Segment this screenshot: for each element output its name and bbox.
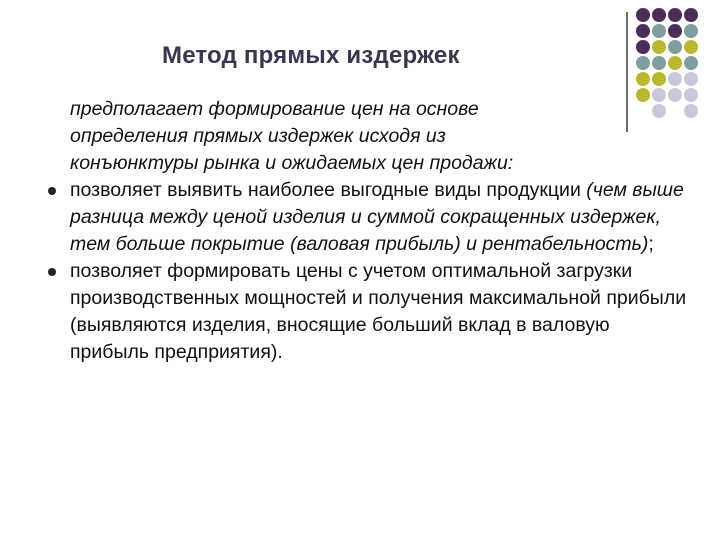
decorative-dot	[668, 24, 682, 38]
decorative-dot	[636, 56, 650, 70]
bullet-text-italic: (чем выше разница между ценой изделия и суммой сокращенных издержек, тем больше покрытие (валовая прибыль) и рентабельность)	[70, 179, 684, 255]
intro-text: предполагает формирование цен на основе определения прямых издержек исходя из конъюнктуры рынка и ожидаемых цен продажи:	[70, 98, 514, 174]
decorative-dot	[684, 72, 698, 86]
decorative-dot	[684, 8, 698, 22]
decorative-dot	[636, 40, 650, 54]
decorative-dot	[652, 40, 666, 54]
bullet-item	[70, 177, 690, 258]
bullet-text: позволяет формировать цены с учетом оптимальной загрузки производственных мощностей и получения максимальной прибыли (выявляются изделия, вносящие больший вклад в валовую прибыль предприятия).	[70, 260, 687, 363]
bullet-marker	[48, 187, 56, 195]
bullet-text: позволяет выявить наиболее выгодные виды продукции	[70, 179, 587, 201]
decorative-dot	[684, 56, 698, 70]
bullet-marker	[48, 268, 56, 276]
decorative-dot	[668, 56, 682, 70]
decorative-dot	[636, 8, 650, 22]
slide-body	[70, 96, 690, 366]
decorative-dot	[652, 24, 666, 38]
decorative-dot	[636, 24, 650, 38]
decorative-dot	[668, 72, 682, 86]
decorative-dot	[668, 8, 682, 22]
decorative-dot	[652, 72, 666, 86]
bullet-text-tail: ;	[648, 233, 654, 255]
decorative-dot	[684, 24, 698, 38]
decorative-dot	[684, 40, 698, 54]
decorative-dot	[668, 40, 682, 54]
decorative-dot	[652, 8, 666, 22]
slide-title: Метод прямых издержек	[162, 42, 460, 69]
bullet-item	[70, 258, 690, 366]
decorative-dot	[652, 56, 666, 70]
decorative-dot	[636, 72, 650, 86]
